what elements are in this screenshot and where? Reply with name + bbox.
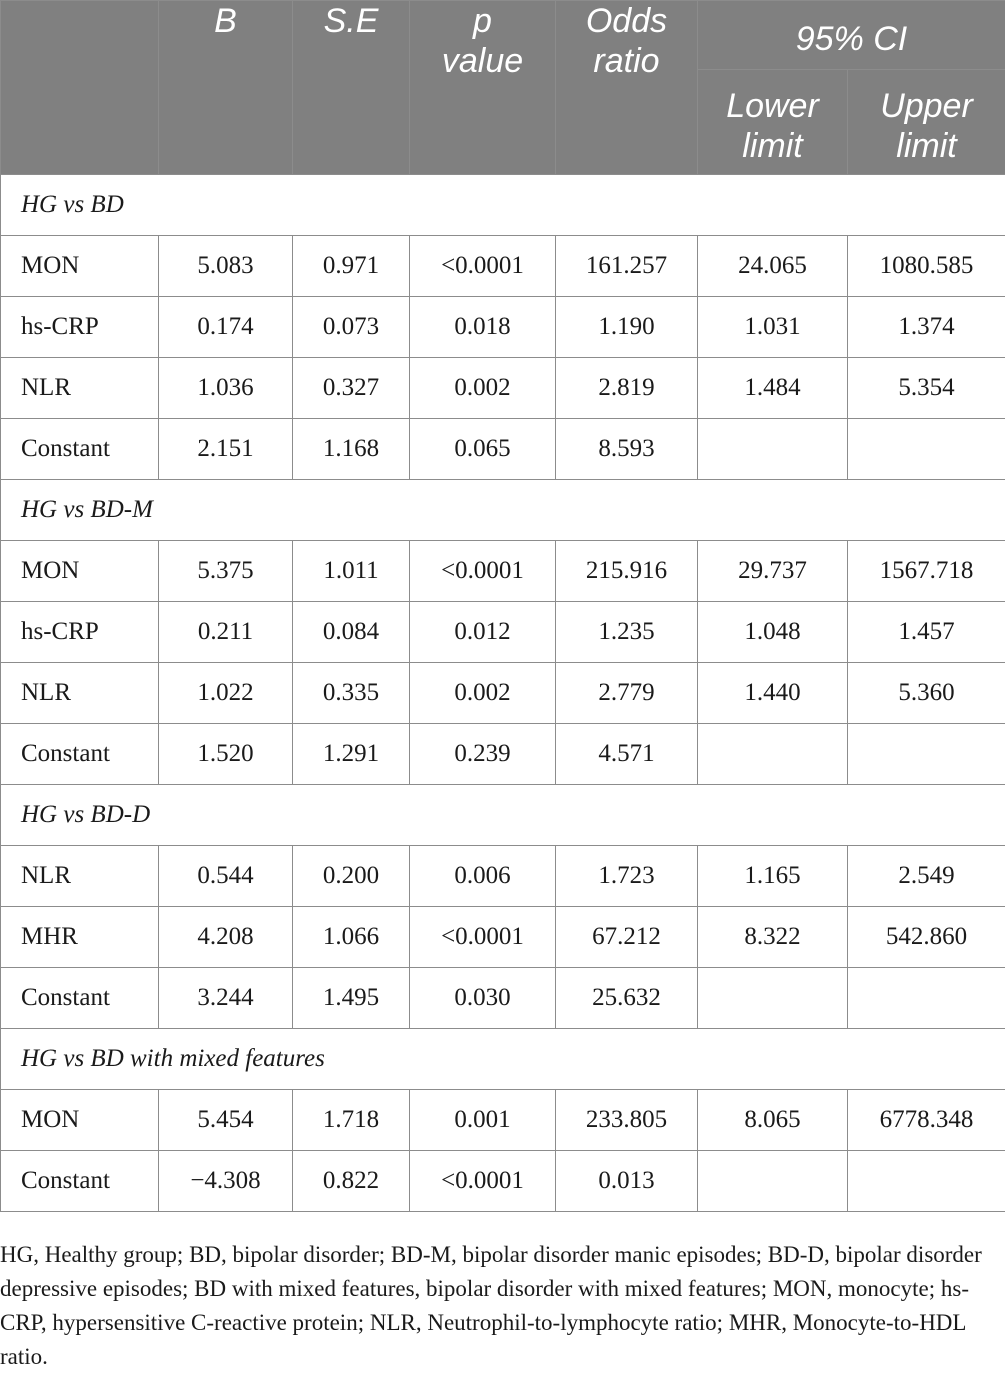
cell-se: 0.327 <box>293 358 410 419</box>
group-title: HG vs BD-D <box>1 785 1005 846</box>
header-95-ci: 95% CI <box>698 1 1005 70</box>
cell-or: 1.190 <box>556 297 698 358</box>
cell-se: 0.084 <box>293 602 410 663</box>
header-p-value <box>410 1 556 175</box>
cell-b: 0.544 <box>159 846 293 907</box>
cell-lower <box>698 724 848 785</box>
table-row <box>1 358 1005 419</box>
table-row <box>1 419 1005 480</box>
row-label: MHR <box>1 907 159 968</box>
header-lower-line2: limit <box>742 127 803 165</box>
table-body <box>1 175 1005 1212</box>
cell-se: 1.718 <box>293 1090 410 1151</box>
cell-b: 0.211 <box>159 602 293 663</box>
cell-b: 0.174 <box>159 297 293 358</box>
cell-lower: 8.065 <box>698 1090 848 1151</box>
group-row <box>1 1029 1005 1090</box>
cell-lower: 29.737 <box>698 541 848 602</box>
cell-upper: 542.860 <box>848 907 1005 968</box>
cell-or: 8.593 <box>556 419 698 480</box>
cell-p: 0.001 <box>410 1090 556 1151</box>
cell-b: 5.375 <box>159 541 293 602</box>
cell-upper: 5.360 <box>848 663 1005 724</box>
row-label: MON <box>1 541 159 602</box>
cell-lower <box>698 1151 848 1212</box>
header-upper-limit <box>848 70 1005 175</box>
cell-b: 5.083 <box>159 236 293 297</box>
header-upper-line2: limit <box>896 127 957 165</box>
row-label: Constant <box>1 419 159 480</box>
cell-se: 0.335 <box>293 663 410 724</box>
cell-se: 1.291 <box>293 724 410 785</box>
cell-or: 215.916 <box>556 541 698 602</box>
group-row <box>1 480 1005 541</box>
table-row <box>1 541 1005 602</box>
header-p-line1: p <box>473 2 492 40</box>
cell-p: <0.0001 <box>410 1151 556 1212</box>
row-label: MON <box>1 1090 159 1151</box>
cell-or: 2.779 <box>556 663 698 724</box>
cell-upper: 1080.585 <box>848 236 1005 297</box>
table-row <box>1 846 1005 907</box>
cell-se: 0.073 <box>293 297 410 358</box>
row-label: Constant <box>1 1151 159 1212</box>
cell-lower: 1.048 <box>698 602 848 663</box>
cell-or: 1.235 <box>556 602 698 663</box>
header-upper-line1: Upper <box>880 87 973 125</box>
row-label: Constant <box>1 724 159 785</box>
cell-upper <box>848 724 1005 785</box>
table-footnote: HG, Healthy group; BD, bipolar disorder; BD-M, bipolar disorder manic episodes; BD-D, bipolar disorder depressive episodes; BD with mixed features, bipolar disorder with mixed features; MON, monocyte; hs-CRP, hypersensitive C-reactive protein; NLR, Neutrophil-to-lymphocyte ratio; MHR, Monocyte-to-HDL ratio. <box>0 1242 982 1369</box>
row-label: MON <box>1 236 159 297</box>
cell-or: 161.257 <box>556 236 698 297</box>
header-or-line2: ratio <box>593 42 660 80</box>
group-title: HG vs BD <box>1 175 1005 236</box>
cell-b: 1.036 <box>159 358 293 419</box>
cell-p: 0.002 <box>410 663 556 724</box>
group-title: HG vs BD with mixed features <box>1 1029 1005 1090</box>
cell-p: 0.065 <box>410 419 556 480</box>
header-odds-ratio <box>556 1 698 175</box>
cell-lower <box>698 968 848 1029</box>
cell-upper <box>848 968 1005 1029</box>
cell-lower: 8.322 <box>698 907 848 968</box>
row-label: hs-CRP <box>1 602 159 663</box>
table-row <box>1 968 1005 1029</box>
cell-se: 1.011 <box>293 541 410 602</box>
table-row <box>1 724 1005 785</box>
cell-upper: 1.374 <box>848 297 1005 358</box>
cell-p: <0.0001 <box>410 541 556 602</box>
cell-p: <0.0001 <box>410 236 556 297</box>
cell-upper: 1567.718 <box>848 541 1005 602</box>
row-label: NLR <box>1 846 159 907</box>
cell-or: 1.723 <box>556 846 698 907</box>
cell-upper: 2.549 <box>848 846 1005 907</box>
header-p-line2: value <box>441 42 524 80</box>
cell-b: −4.308 <box>159 1151 293 1212</box>
cell-se: 1.168 <box>293 419 410 480</box>
header-blank-cell <box>1 1 159 175</box>
table-row <box>1 602 1005 663</box>
cell-or: 4.571 <box>556 724 698 785</box>
header-se: S.E <box>293 1 410 175</box>
group-title: HG vs BD-M <box>1 480 1005 541</box>
cell-p: 0.006 <box>410 846 556 907</box>
cell-se: 0.822 <box>293 1151 410 1212</box>
cell-lower: 1.440 <box>698 663 848 724</box>
cell-p: 0.012 <box>410 602 556 663</box>
cell-p: 0.239 <box>410 724 556 785</box>
header-lower-limit <box>698 70 848 175</box>
cell-b: 3.244 <box>159 968 293 1029</box>
cell-upper: 5.354 <box>848 358 1005 419</box>
cell-se: 0.971 <box>293 236 410 297</box>
table-row <box>1 907 1005 968</box>
cell-lower: 1.484 <box>698 358 848 419</box>
cell-se: 1.066 <box>293 907 410 968</box>
row-label: NLR <box>1 663 159 724</box>
cell-or: 233.805 <box>556 1090 698 1151</box>
table-row <box>1 297 1005 358</box>
cell-b: 1.520 <box>159 724 293 785</box>
cell-upper: 1.457 <box>848 602 1005 663</box>
cell-or: 67.212 <box>556 907 698 968</box>
cell-lower <box>698 419 848 480</box>
header-b: B <box>159 1 293 175</box>
table-row <box>1 1090 1005 1151</box>
cell-or: 25.632 <box>556 968 698 1029</box>
cell-se: 1.495 <box>293 968 410 1029</box>
cell-lower: 1.165 <box>698 846 848 907</box>
cell-upper <box>848 419 1005 480</box>
group-row <box>1 175 1005 236</box>
cell-upper: 6778.348 <box>848 1090 1005 1151</box>
row-label: Constant <box>1 968 159 1029</box>
cell-se: 0.200 <box>293 846 410 907</box>
row-label: hs-CRP <box>1 297 159 358</box>
cell-lower: 24.065 <box>698 236 848 297</box>
cell-p: 0.018 <box>410 297 556 358</box>
table-row <box>1 236 1005 297</box>
cell-p: 0.030 <box>410 968 556 1029</box>
cell-b: 1.022 <box>159 663 293 724</box>
table-row <box>1 663 1005 724</box>
header-lower-line1: Lower <box>726 87 819 125</box>
header-or-line1: Odds <box>585 2 668 40</box>
cell-b: 5.454 <box>159 1090 293 1151</box>
cell-b: 2.151 <box>159 419 293 480</box>
cell-p: 0.002 <box>410 358 556 419</box>
table-header <box>1 1 1005 175</box>
group-row <box>1 785 1005 846</box>
cell-or: 0.013 <box>556 1151 698 1212</box>
cell-or: 2.819 <box>556 358 698 419</box>
row-label: NLR <box>1 358 159 419</box>
table-row <box>1 1151 1005 1212</box>
cell-b: 4.208 <box>159 907 293 968</box>
cell-p: <0.0001 <box>410 907 556 968</box>
cell-upper <box>848 1151 1005 1212</box>
cell-lower: 1.031 <box>698 297 848 358</box>
